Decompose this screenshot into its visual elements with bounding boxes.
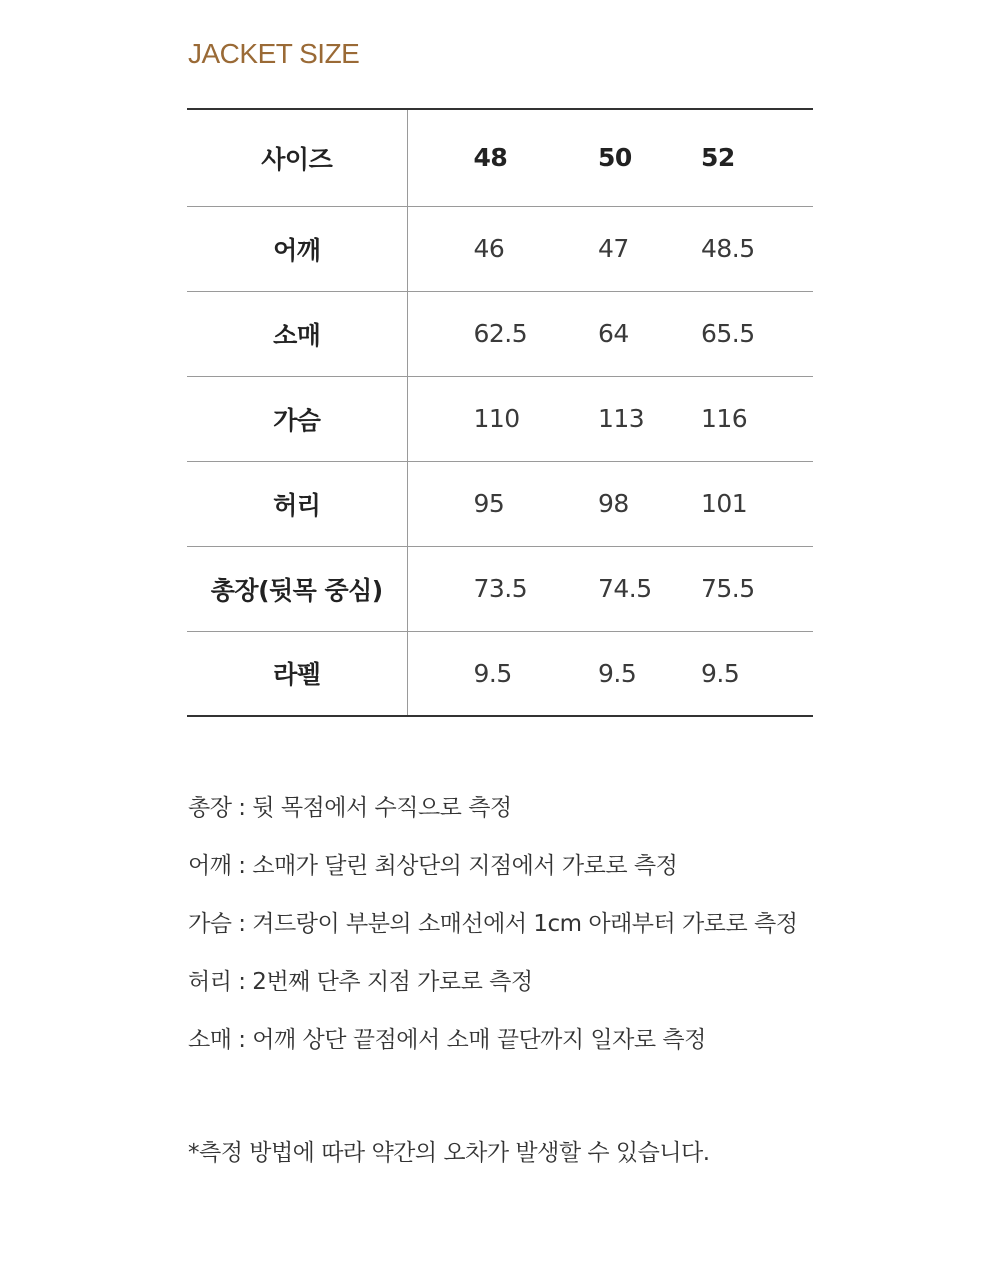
table-row bbox=[187, 376, 813, 461]
table-cell: 47 bbox=[598, 234, 629, 263]
size-52-header: 52 bbox=[701, 143, 735, 173]
table-row bbox=[187, 461, 813, 546]
size-48-header: 48 bbox=[473, 143, 508, 173]
disclaimer: *측정 방법에 따라 약간의 오차가 발생할 수 있습니다. bbox=[188, 1140, 710, 1166]
table-cell: 9.5 bbox=[473, 658, 512, 688]
note-shoulder: 어깨 : 소매가 달린 최상단의 지점에서 가로로 측정 bbox=[188, 853, 678, 879]
table-cell: 101 bbox=[701, 489, 748, 518]
table-cell: 62.5 bbox=[473, 319, 528, 348]
page-title: JACKET SIZE bbox=[188, 38, 360, 69]
table-cell: 46 bbox=[473, 234, 505, 263]
row-label-lapel: 라펠 bbox=[187, 631, 407, 716]
row-label-length: 총장(뒷목 중심) bbox=[187, 546, 407, 631]
size-50-header: 50 bbox=[598, 143, 632, 173]
table-cell: 75.5 bbox=[701, 574, 755, 603]
table-cell: 64 bbox=[598, 319, 629, 348]
note-waist: 허리 : 2번째 단추 지점 가로로 측정 bbox=[188, 969, 533, 995]
size-table bbox=[187, 108, 813, 717]
table-cell: 113 bbox=[598, 404, 645, 433]
table-cell: 74.5 bbox=[598, 574, 652, 603]
table-cell: 116 bbox=[701, 404, 748, 433]
table-cell: 73.5 bbox=[473, 574, 528, 603]
header-label: 사이즈 bbox=[187, 109, 407, 206]
table-cell: 9.5 bbox=[701, 658, 740, 688]
table-header-row bbox=[187, 109, 813, 206]
table-row bbox=[187, 291, 813, 376]
note-chest: 가슴 : 겨드랑이 부분의 소매선에서 1cm 아래부터 가로로 측정 bbox=[188, 911, 798, 937]
table-row bbox=[187, 206, 813, 291]
table-cell: 65.5 bbox=[701, 319, 755, 348]
table-cell: 9.5 bbox=[598, 658, 637, 688]
note-sleeve: 소매 : 어깨 상단 끝점에서 소매 끝단까지 일자로 측정 bbox=[188, 1027, 706, 1053]
row-label-shoulder: 어깨 bbox=[187, 206, 407, 291]
row-label-waist: 허리 bbox=[187, 461, 407, 546]
table-row bbox=[187, 546, 813, 631]
table-cell: 110 bbox=[473, 404, 520, 433]
row-label-sleeve: 소매 bbox=[187, 291, 407, 376]
note-length: 총장 : 뒷 목점에서 수직으로 측정 bbox=[188, 795, 512, 821]
table-row bbox=[187, 631, 813, 716]
table-cell: 98 bbox=[598, 489, 629, 518]
table-cell: 95 bbox=[473, 489, 505, 518]
table-cell: 48.5 bbox=[701, 234, 755, 263]
row-label-chest: 가슴 bbox=[187, 376, 407, 461]
measurement-notes bbox=[188, 790, 797, 1080]
